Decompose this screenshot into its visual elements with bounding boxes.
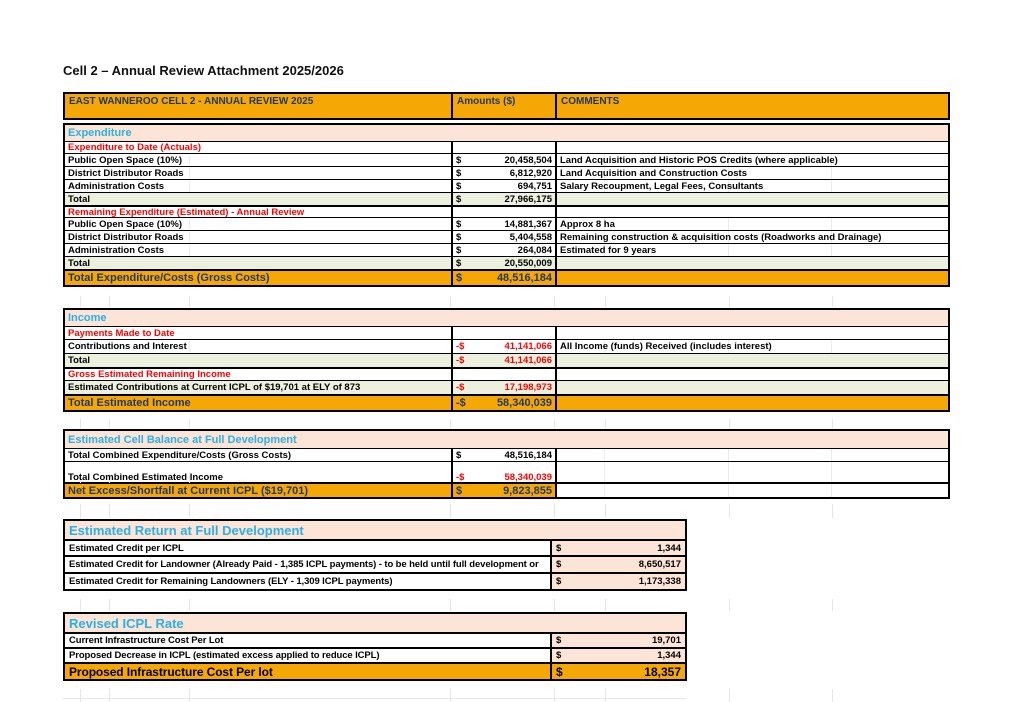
amount-cell xyxy=(451,449,557,461)
row-label: District Distributor Roads xyxy=(65,168,451,179)
comment-cell: Salary Recoupment, Legal Fees, Consultants xyxy=(557,180,948,192)
amount-value: 48,516,184 xyxy=(496,272,552,284)
amount-value: 1,344 xyxy=(657,542,681,554)
comment-cell-empty xyxy=(557,271,948,285)
amount-cell xyxy=(550,557,685,572)
currency-symbol: -$ xyxy=(456,341,465,352)
table-row xyxy=(65,339,948,353)
comment-cell-empty xyxy=(557,142,948,153)
row-label: Estimated Contributions at Current ICPL of $19,701 at ELY of 873 xyxy=(68,382,361,393)
amount-cell-empty xyxy=(451,142,557,153)
section-title: Estimated Cell Balance at Full Development xyxy=(68,433,297,446)
comment-cell: Land Acquisition and Construction Costs xyxy=(557,167,948,179)
comment-cell-empty xyxy=(557,193,948,205)
row-label: Proposed Decrease in ICPL (estimated excess applied to reduce ICPL) xyxy=(69,650,380,661)
table-row xyxy=(65,539,685,555)
comment-cell-empty xyxy=(557,449,948,461)
currency-symbol: $ xyxy=(456,154,462,166)
currency-symbol: $ xyxy=(556,650,562,661)
grand-total-row xyxy=(65,662,685,679)
table-row xyxy=(65,647,685,662)
revised-icpl-table xyxy=(63,612,687,681)
section-title: Revised ICPL Rate xyxy=(69,615,184,631)
row-label: Estimated Credit for Remaining Landowners (ELY - 1,309 ICPL payments) xyxy=(69,576,393,587)
comment-cell-empty xyxy=(557,484,948,497)
currency-symbol: $ xyxy=(456,272,463,284)
amount-value: 58,340,039 xyxy=(496,397,552,409)
section-title: Expenditure xyxy=(68,127,132,139)
row-label: Public Open Space (10%) xyxy=(65,155,451,166)
grand-total-row xyxy=(65,394,948,410)
amount-cell-empty xyxy=(451,207,557,217)
row-label: Total Expenditure/Costs (Gross Costs) xyxy=(68,272,270,284)
table-row xyxy=(65,380,948,394)
row-label: Administration Costs xyxy=(65,181,451,192)
currency-symbol: $ xyxy=(456,167,462,179)
gridline-decoration xyxy=(63,689,950,702)
amount-value: 20,550,009 xyxy=(504,257,552,269)
amount-value: 18,357 xyxy=(644,664,681,679)
comment-cell-empty xyxy=(557,473,948,482)
table-row xyxy=(65,166,948,179)
comment-cell-empty xyxy=(557,396,948,410)
estimated-return-table xyxy=(63,519,687,591)
amount-value: 41,141,066 xyxy=(504,341,552,352)
amount-value: 6,812,920 xyxy=(509,167,552,179)
currency-symbol: $ xyxy=(556,542,562,554)
section-row-expenditure xyxy=(65,125,948,141)
amount-value: 1,173,338 xyxy=(638,576,681,587)
amount-cell xyxy=(451,167,557,179)
amount-cell xyxy=(451,473,557,482)
table-row xyxy=(65,448,948,461)
row-label: Estimated Credit per ICPL xyxy=(69,542,184,554)
amount-cell xyxy=(451,484,557,497)
currency-symbol: $ xyxy=(456,244,462,256)
amount-cell xyxy=(451,271,557,285)
section-title: Income xyxy=(68,312,107,324)
amount-value: 694,751 xyxy=(517,180,552,192)
amount-value: 14,881,367 xyxy=(504,218,552,230)
amount-cell xyxy=(451,340,557,353)
amount-value: 58,340,039 xyxy=(504,472,552,483)
comment-cell-empty xyxy=(557,327,948,339)
currency-symbol: $ xyxy=(556,576,562,587)
currency-symbol: $ xyxy=(556,635,562,646)
row-label: Public Open Space (10%) xyxy=(65,219,451,230)
comment-cell: Approx 8 ha xyxy=(557,218,948,230)
currency-symbol: $ xyxy=(456,193,462,205)
comment-cell: Land Acquisition and Historic POS Credits (where applicable) xyxy=(557,154,948,166)
subsection-title: Expenditure to Date (Actuals) xyxy=(68,142,202,153)
currency-symbol: $ xyxy=(456,449,462,461)
amount-cell xyxy=(550,649,685,662)
comment-cell-empty xyxy=(557,257,948,269)
row-label: Total Combined Expenditure/Costs (Gross Costs) xyxy=(65,450,451,461)
amount-cell xyxy=(451,154,557,166)
currency-symbol: $ xyxy=(556,664,563,679)
currency-symbol: $ xyxy=(456,484,463,497)
currency-symbol: $ xyxy=(456,231,462,243)
amount-value: 5,404,558 xyxy=(509,231,552,243)
comment-cell-empty xyxy=(557,381,948,394)
comment-cell: All Income (funds) Received (includes interest) xyxy=(557,340,948,353)
amount-value: 264,084 xyxy=(517,244,552,256)
comment-cell: Remaining construction & acquisition costs (Roadworks and Drainage) xyxy=(557,231,948,243)
row-label: Contributions and Interest xyxy=(65,341,451,352)
header-row xyxy=(65,94,948,118)
amount-cell-empty xyxy=(451,369,557,380)
currency-symbol: $ xyxy=(456,180,462,192)
row-label-text: Net Excess/Shortfall at Current ICPL ($19,701) xyxy=(68,484,309,497)
row-label: Total Estimated Income xyxy=(68,397,191,409)
gridline-decoration xyxy=(63,599,950,611)
amount-value: 1,344 xyxy=(657,650,681,661)
amount-value: 17,198,973 xyxy=(504,382,552,393)
amount-cell xyxy=(451,354,557,367)
amount-value: 41,141,066 xyxy=(504,355,552,366)
cell-balance-table xyxy=(63,429,950,499)
table-row xyxy=(65,217,948,230)
row-label: Estimated Credit for Landowner (Already Paid - 1,385 ICPL payments) - to be held until full development or xyxy=(69,559,539,570)
page-title: Cell 2 – Annual Review Attachment 2025/2026 xyxy=(63,63,344,78)
comment-cell: Estimated for 9 years xyxy=(557,244,948,256)
table-row xyxy=(65,555,685,572)
row-label: District Distributor Roads xyxy=(65,232,451,243)
gridline-decoration xyxy=(63,698,687,699)
comment-cell-empty xyxy=(557,207,948,217)
amount-cell-empty xyxy=(451,327,557,339)
comments-column-header: COMMENTS xyxy=(561,96,620,107)
currency-symbol: $ xyxy=(456,218,462,230)
amounts-column-header: Amounts ($) xyxy=(451,94,557,118)
main-table-header xyxy=(63,92,950,120)
total-row xyxy=(65,192,948,205)
amount-cell xyxy=(451,231,557,243)
row-label: Total Combined Estimated Income xyxy=(65,472,451,483)
row-label: Total xyxy=(68,355,90,366)
amount-cell xyxy=(451,180,557,192)
amount-cell xyxy=(451,193,557,205)
subsection-row xyxy=(65,141,948,153)
comment-cell-empty xyxy=(557,462,948,473)
expenditure-table xyxy=(63,123,950,287)
currency-symbol: $ xyxy=(556,559,562,570)
section-row-income xyxy=(65,310,948,326)
table-row xyxy=(65,179,948,192)
section-title: Estimated Return at Full Development xyxy=(69,522,304,538)
currency-symbol: -$ xyxy=(456,355,465,366)
income-table xyxy=(63,308,950,412)
table-row xyxy=(65,243,948,256)
amount-value: 27,966,175 xyxy=(504,193,552,205)
subsection-row xyxy=(65,205,948,217)
amount-cell xyxy=(451,381,557,394)
grand-total-row xyxy=(65,482,948,497)
row-label: Total xyxy=(68,257,90,269)
gridline-decoration xyxy=(63,296,950,307)
row-label: Administration Costs xyxy=(65,245,451,256)
amount-value: 20,458,504 xyxy=(504,154,552,166)
currency-symbol: $ xyxy=(456,257,462,269)
row-label: Total xyxy=(68,193,90,205)
row-label xyxy=(65,484,451,497)
amount-cell xyxy=(451,218,557,230)
comment-cell-empty xyxy=(557,354,948,367)
subsection-title: Payments Made to Date xyxy=(68,327,175,339)
amount-cell xyxy=(550,574,685,589)
currency-symbol: -$ xyxy=(456,397,466,409)
total-row xyxy=(65,256,948,269)
table-row xyxy=(65,153,948,166)
amount-value: 19,701 xyxy=(651,635,681,646)
amount-cell xyxy=(550,634,685,647)
gridline-decoration xyxy=(63,419,950,428)
grand-total-row xyxy=(65,269,948,285)
table-row xyxy=(65,572,685,589)
currency-symbol: -$ xyxy=(456,382,465,393)
gridline-decoration xyxy=(63,504,950,518)
subsection-row xyxy=(65,367,948,380)
amount-value: 8,650,517 xyxy=(638,559,681,570)
section-row-balance xyxy=(65,431,948,448)
amount-value: 9,823,855 xyxy=(503,484,552,497)
total-row xyxy=(65,353,948,367)
amount-value: 48,516,184 xyxy=(504,449,552,461)
section-row-return xyxy=(65,521,685,539)
currency-symbol: -$ xyxy=(456,472,465,483)
amount-cell xyxy=(451,244,557,256)
subsection-title: Gross Estimated Remaining Income xyxy=(68,369,231,380)
table-title: EAST WANNEROO CELL 2 - ANNUAL REVIEW 2025 xyxy=(69,96,314,107)
amount-cell xyxy=(550,664,685,679)
amount-cell xyxy=(451,257,557,269)
comment-cell-empty xyxy=(557,369,948,380)
amount-cell xyxy=(451,396,557,410)
table-row xyxy=(65,230,948,243)
section-row-icpl xyxy=(65,614,685,632)
row-label: Current Infrastructure Cost Per Lot xyxy=(69,635,224,646)
row-label: Proposed Infrastructure Cost Per lot xyxy=(69,664,273,679)
amount-cell xyxy=(550,541,685,555)
subsection-row xyxy=(65,326,948,339)
table-row xyxy=(65,632,685,647)
table-row xyxy=(65,473,948,482)
subsection-title: Remaining Expenditure (Estimated) - Annual Review xyxy=(68,206,305,218)
